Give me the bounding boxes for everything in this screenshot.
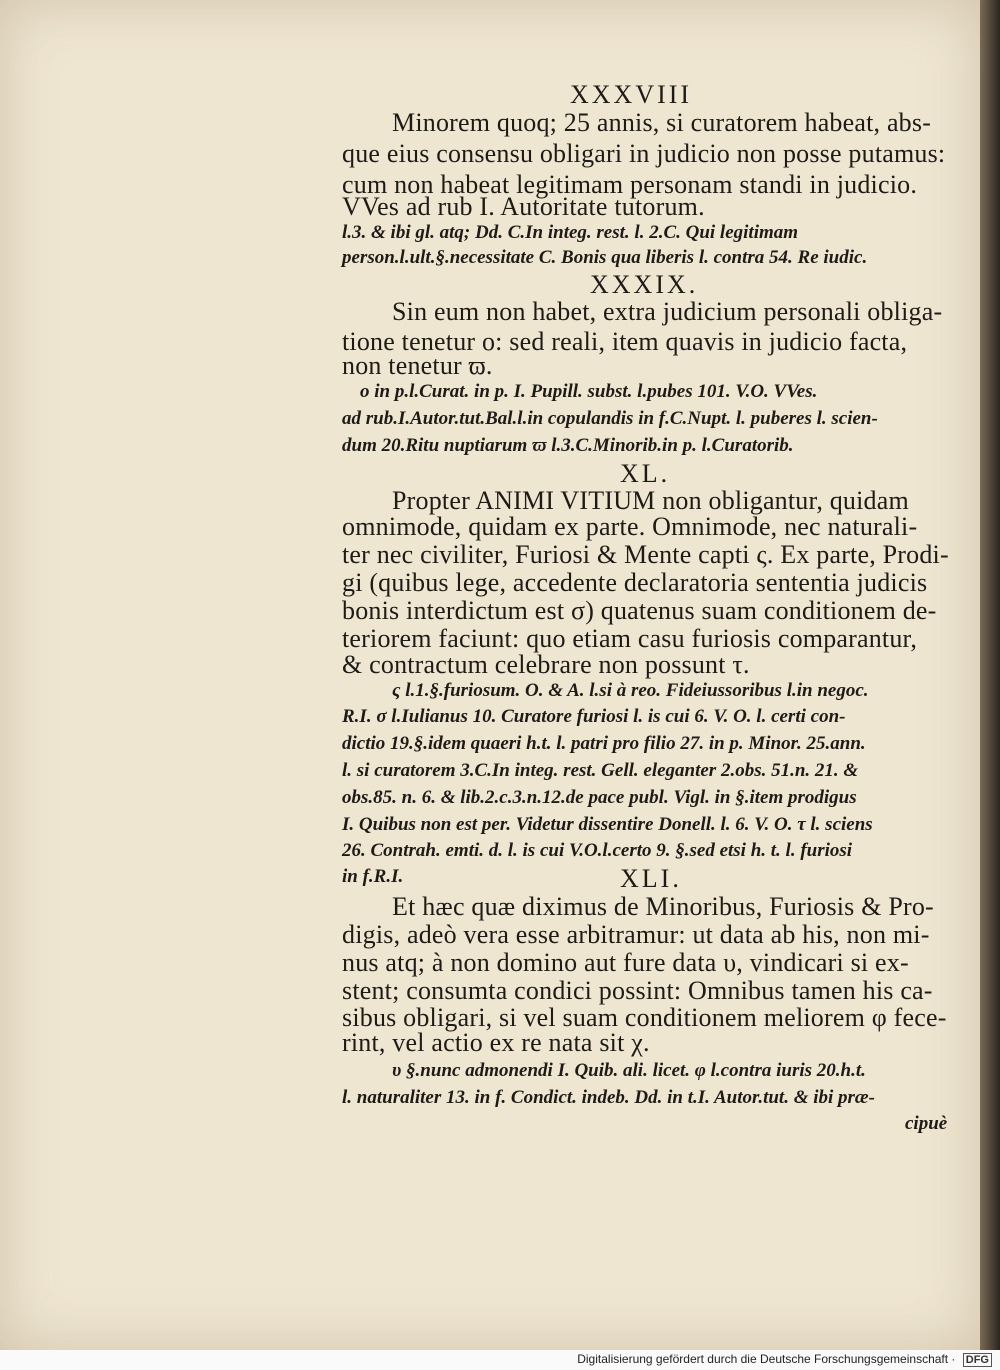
footnote-line: in f.R.I. <box>342 866 404 887</box>
footnote-line: l. si curatorem 3.C.In integ. rest. Gell. eleganter 2.obs. 51.n. 21. & <box>342 760 859 781</box>
footnote-line: I. Quibus non est per. Videtur dissentire Donell. l. 6. V. O. τ l. sciens <box>342 814 873 835</box>
section-heading: XL. <box>620 459 671 488</box>
body-line: bonis interdictum est σ) quatenus suam conditionem de- <box>342 596 937 625</box>
digitization-credit <box>577 1352 992 1367</box>
body-line: ter nec civiliter, Furiosi & Mente capti ς. Ex parte, Prodi- <box>342 540 949 569</box>
book-spine <box>980 0 1000 1350</box>
body-line: nus atq; à non domino aut fure data υ, vindicari si ex- <box>342 948 909 977</box>
footnote-line: ad rub.I.Autor.tut.Bal.l.in copulandis in f.C.Nupt. l. puberes l. scien- <box>342 408 878 429</box>
section-heading: XXXVIII <box>570 80 693 109</box>
body-line: Et hæc quæ diximus de Minoribus, Furiosis & Pro- <box>392 892 934 921</box>
section-heading: XLI. <box>620 864 682 893</box>
footnote-line: obs.85. n. 6. & lib.2.c.3.n.12.de pace publ. Vigl. in §.item prodigus <box>342 787 857 808</box>
footnote-line: dum 20.Ritu nuptiarum ϖ l.3.C.Minorib.in p. l.Curatorib. <box>342 435 794 456</box>
body-line: que eius consensu obligari in judicio non posse putamus: <box>342 139 946 168</box>
body-line: Propter ANIMI VITIUM non obligantur, quidam <box>392 486 909 515</box>
footnote-line: υ §.nunc admonendi I. Quib. ali. licet. φ l.contra iuris 20.h.t. <box>392 1060 866 1081</box>
footnote-line: dictio 19.§.idem quaeri h.t. l. patri pro filio 27. in p. Minor. 25.ann. <box>342 733 866 754</box>
body-line: digis, adeò vera esse arbitramur: ut data ab his, non mi- <box>342 920 930 949</box>
body-line: gi (quibus lege, accedente declaratoria sententia judicis <box>342 568 928 597</box>
body-line: Minorem quoq; 25 annis, si curatorem habeat, abs- <box>392 108 932 137</box>
footnote-line: ο in p.l.Curat. in p. I. Pupill. subst. l.pubes 101. V.O. VVes. <box>360 381 818 402</box>
body-line: VVes ad rub I. Autoritate tutorum. <box>342 192 705 221</box>
body-line: & contractum celebrare non possunt τ. <box>342 650 750 679</box>
body-line: non tenetur ϖ. <box>342 351 493 380</box>
credit-text: Digitalisierung gefördert durch die Deutsche Forschungsgemeinschaft · <box>577 1352 956 1366</box>
footnote-line: R.I. σ l.Iulianus 10. Curatore furiosi l. is cui 6. V. O. l. certi con- <box>342 706 846 727</box>
body-line: stent; consumta condici possint: Omnibus tamen his ca- <box>342 976 933 1005</box>
footnote-line: cipuè <box>905 1113 948 1134</box>
body-line: sibus obligari, si vel suam conditionem meliorem φ fece- <box>342 1003 947 1032</box>
footnote-line: l. naturaliter 13. in f. Condict. indeb. Dd. in t.I. Autor.tut. & ibi præ- <box>342 1087 875 1108</box>
body-line: teriorem faciunt: quo etiam casu furiosis comparantur, <box>342 624 918 653</box>
footnote-line: 26. Contrah. emti. d. l. is cui V.O.l.certo 9. §.sed etsi h. t. l. furiosi <box>342 840 853 861</box>
body-line: tione tenetur ο: sed reali, item quavis in judicio facta, <box>342 327 908 356</box>
footnote-line: ς l.1.§.furiosum. O. & A. l.si à reo. Fideiussoribus l.in negoc. <box>392 680 869 701</box>
footnote-line: l.3. & ibi gl. atq; Dd. C.In integ. rest. l. 2.C. Qui legitimam <box>342 222 799 243</box>
dfg-logo: DFG <box>963 1353 992 1367</box>
footnote-line: person.l.ult.§.necessitate C. Bonis qua liberis l. contra 54. Re iudic. <box>342 247 868 268</box>
body-line: Sin eum non habet, extra judicium personali obliga- <box>392 297 943 326</box>
body-line: omnimode, quidam ex parte. Omnimode, nec naturali- <box>342 512 918 541</box>
body-line: rint, vel actio ex re nata sit χ. <box>342 1028 650 1057</box>
body-line: cum non habeat legitimam personam standi in judicio. <box>342 170 918 199</box>
section-heading: XXXIX. <box>590 270 699 299</box>
